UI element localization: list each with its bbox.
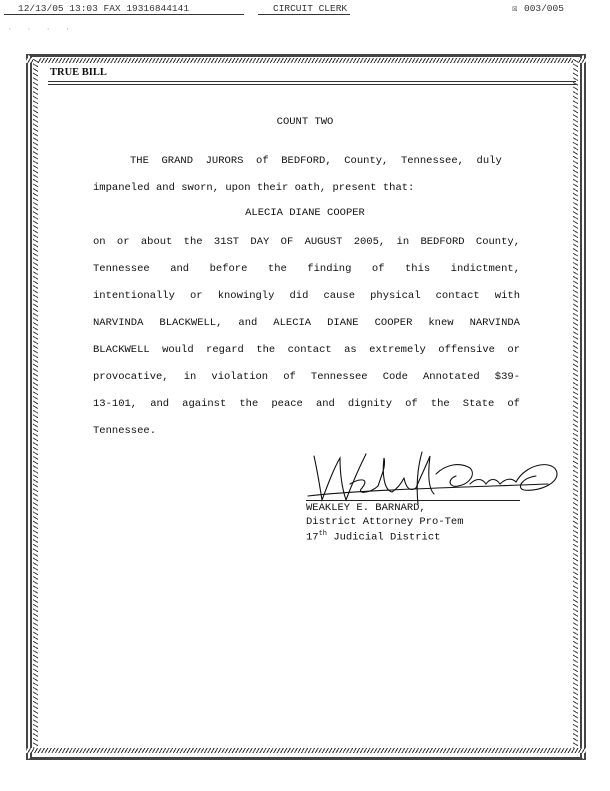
header-rule-double bbox=[48, 84, 576, 85]
district-suffix: th bbox=[318, 530, 328, 538]
signer-name: WEAKLEY E. BARNARD, bbox=[306, 502, 426, 514]
defendant-name: ALECIA DIANE COOPER bbox=[245, 207, 365, 219]
frame-hatch-top bbox=[26, 58, 586, 63]
signer-title: District Attorney Pro-Tem bbox=[306, 516, 464, 528]
charge-line: Tennessee and before the finding of this indictment, bbox=[93, 263, 520, 275]
header-rule bbox=[48, 81, 576, 82]
charge-line: on or about the 31ST DAY OF AUGUST 2005, in BEDFORD County, bbox=[93, 236, 520, 248]
charge-line: provocative, in violation of Tennessee Code Annotated $39- bbox=[93, 371, 520, 383]
fax-header-rule-right bbox=[258, 14, 350, 15]
charge-line: intentionally or knowingly did cause physical contact with bbox=[93, 290, 520, 302]
charge-line: NARVINDA BLACKWELL, and ALECIA DIANE COOPER knew NARVINDA bbox=[93, 317, 520, 329]
scan-specks: · · · · bbox=[8, 26, 76, 33]
fax-office: CIRCUIT CLERK bbox=[273, 3, 348, 14]
signer-district bbox=[306, 530, 440, 544]
district-number: 17 bbox=[306, 531, 319, 544]
charge-line: BLACKWELL would regard the contact as extremely offensive or bbox=[93, 344, 520, 356]
fax-datetime: 12/13/05 13:03 FAX 19316844141 bbox=[18, 3, 190, 14]
district-name: Judicial District bbox=[327, 531, 441, 544]
paragraph-line: impaneled and sworn, upon their oath, present that: bbox=[93, 182, 415, 194]
signature-rule bbox=[306, 500, 520, 501]
charge-line: 13-101, and against the peace and dignity of the State of bbox=[93, 398, 520, 410]
frame-hatch-right bbox=[573, 58, 578, 748]
frame-hatch-bottom bbox=[26, 748, 586, 753]
fax-header bbox=[0, 0, 610, 22]
charge-line: Tennessee. bbox=[93, 425, 157, 437]
true-bill-label: TRUE BILL bbox=[50, 67, 107, 78]
paragraph-line: THE GRAND JURORS of BEDFORD, County, Tennessee, duly bbox=[130, 155, 502, 167]
fax-header-rule-left bbox=[4, 14, 244, 15]
frame-hatch-left bbox=[33, 58, 38, 748]
count-title: COUNT TWO bbox=[276, 116, 334, 128]
fax-page-number: 003/005 bbox=[524, 3, 564, 14]
fax-page-icon: ☒ bbox=[512, 3, 518, 14]
